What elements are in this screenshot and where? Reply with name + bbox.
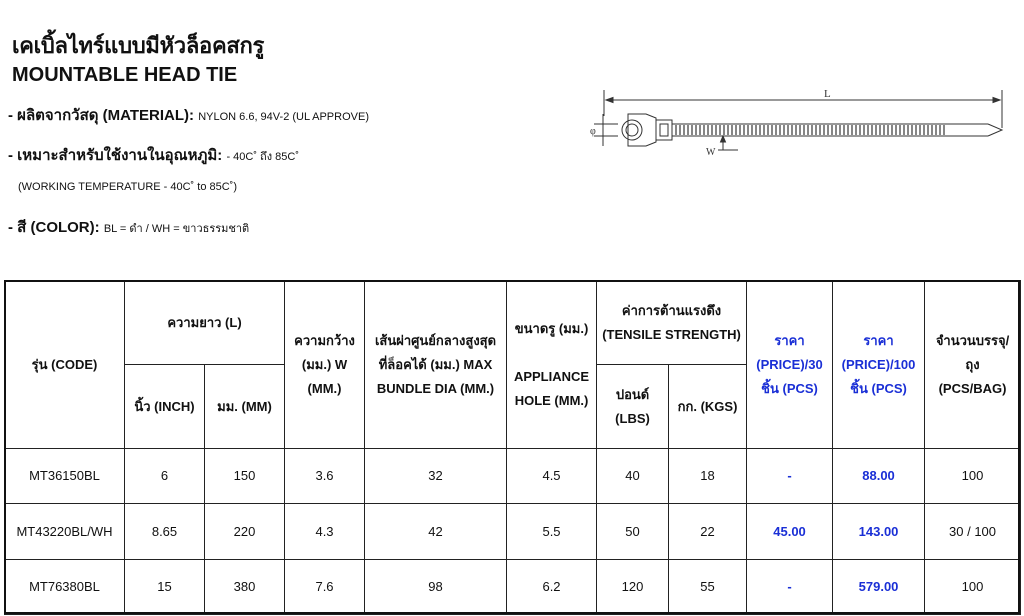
header-tensile-line1: ค่าการต้านแรงดึง bbox=[621, 302, 722, 318]
spec-material-label: - ผลิตจากวัสดุ (MATERIAL): bbox=[8, 107, 195, 124]
header-pack bbox=[925, 281, 1021, 449]
cell-price-30: - bbox=[747, 560, 833, 615]
cell-kgs: 55 bbox=[669, 560, 747, 615]
header-code: รุ่น (CODE) bbox=[5, 281, 125, 449]
header-hole bbox=[507, 281, 597, 449]
cell-price-30: 45.00 bbox=[747, 504, 833, 560]
spec-material bbox=[8, 103, 369, 127]
header-tensile bbox=[597, 281, 747, 365]
cell-code: MT76380BL bbox=[5, 560, 125, 615]
spec-material-value: NYLON 6.6, 94V-2 (UL APPROVE) bbox=[198, 111, 369, 123]
spec-color bbox=[8, 215, 249, 239]
cell-mm: 380 bbox=[205, 560, 285, 615]
cell-pack: 30 / 100 bbox=[925, 504, 1021, 560]
cell-bundle: 98 bbox=[365, 560, 507, 615]
cell-code: MT43220BL/WH bbox=[5, 504, 125, 560]
cell-pack: 100 bbox=[925, 449, 1021, 504]
spec-table bbox=[4, 280, 1021, 615]
header-pack-line1: จำนวนบรรจุ/ bbox=[935, 332, 1010, 348]
cell-code: MT36150BL bbox=[5, 449, 125, 504]
cell-hole: 4.5 bbox=[507, 449, 597, 504]
header-price-100-line1: ราคา bbox=[863, 332, 894, 348]
header-price-30-line3: ชิ้น (PCS) bbox=[761, 380, 818, 396]
cell-inch: 8.65 bbox=[125, 504, 205, 560]
header-lbs-line2: (LBS) bbox=[615, 410, 650, 426]
header-bundle bbox=[365, 281, 507, 449]
cell-width: 7.6 bbox=[285, 560, 365, 615]
cell-kgs: 18 bbox=[669, 449, 747, 504]
cable-tie-diagram bbox=[588, 84, 1018, 164]
page-title-thai: เคเบิ้ลไทร์แบบมีหัวล็อคสกรู bbox=[12, 33, 265, 58]
header-pack-line3: (PCS/BAG) bbox=[938, 380, 1007, 396]
header-hole-line1: ขนาดรู (มม.) bbox=[514, 320, 589, 336]
cell-hole: 5.5 bbox=[507, 504, 597, 560]
cell-inch: 15 bbox=[125, 560, 205, 615]
cell-pack: 100 bbox=[925, 560, 1021, 615]
spec-temperature-value: - 40C˚ ถึง 85C˚ bbox=[226, 151, 299, 163]
cell-price-100: 143.00 bbox=[833, 504, 925, 560]
spec-temperature-note: (WORKING TEMPERATURE - 40C˚ to 85C˚) bbox=[18, 181, 238, 193]
header-bundle-line2: ที่ล็อคได้ (มม.) MAX bbox=[378, 356, 493, 372]
cell-inch: 6 bbox=[125, 449, 205, 504]
page-title-english: MOUNTABLE HEAD TIE bbox=[12, 64, 238, 86]
cell-mm: 150 bbox=[205, 449, 285, 504]
header-lbs bbox=[597, 365, 669, 449]
cell-price-100: 579.00 bbox=[833, 560, 925, 615]
spec-temperature bbox=[8, 143, 299, 167]
header-price-30 bbox=[747, 281, 833, 449]
cell-width: 3.6 bbox=[285, 449, 365, 504]
diagram-label-length: L bbox=[824, 88, 831, 100]
header-price-100 bbox=[833, 281, 925, 449]
diagram-label-hole: φ bbox=[590, 126, 596, 137]
cell-price-100: 88.00 bbox=[833, 449, 925, 504]
header-width-line3: (MM.) bbox=[307, 380, 342, 396]
header-hole-line3: HOLE (MM.) bbox=[514, 392, 589, 408]
table-row bbox=[5, 449, 1021, 504]
spec-color-label: - สี (COLOR): bbox=[8, 219, 100, 236]
header-width-line1: ความกว้าง bbox=[294, 332, 355, 348]
cell-lbs: 40 bbox=[597, 449, 669, 504]
spec-color-value: BL = ดำ / WH = ขาวธรรมชาติ bbox=[103, 223, 250, 235]
cell-lbs: 50 bbox=[597, 504, 669, 560]
header-pack-line2: ถุง bbox=[965, 356, 980, 372]
header-width-line2: (มม.) W bbox=[301, 356, 348, 372]
header-mm: มม. (MM) bbox=[205, 365, 285, 449]
cell-lbs: 120 bbox=[597, 560, 669, 615]
table-header-row-1 bbox=[5, 281, 1021, 365]
header-price-30-line2: (PRICE)/30 bbox=[756, 356, 823, 372]
header-price-30-line1: ราคา bbox=[774, 332, 805, 348]
header-inch: นิ้ว (INCH) bbox=[125, 365, 205, 449]
header-kgs: กก. (KGS) bbox=[669, 365, 747, 449]
cell-bundle: 42 bbox=[365, 504, 507, 560]
header-width bbox=[285, 281, 365, 449]
cell-kgs: 22 bbox=[669, 504, 747, 560]
table-row bbox=[5, 504, 1021, 560]
cell-price-30: - bbox=[747, 449, 833, 504]
header-hole-line2: APPLIANCE bbox=[513, 368, 590, 384]
header-bundle-line3: BUNDLE DIA (MM.) bbox=[376, 380, 495, 396]
header-price-100-line3: ชิ้น (PCS) bbox=[850, 380, 907, 396]
cell-hole: 6.2 bbox=[507, 560, 597, 615]
header-lbs-line1: ปอนด์ bbox=[615, 386, 650, 402]
diagram-label-width: W bbox=[706, 147, 716, 158]
cell-width: 4.3 bbox=[285, 504, 365, 560]
header-length: ความยาว (L) bbox=[125, 281, 285, 365]
cell-bundle: 32 bbox=[365, 449, 507, 504]
header-price-100-line2: (PRICE)/100 bbox=[841, 356, 916, 372]
header-bundle-line1: เส้นผ่าศูนย์กลางสูงสุด bbox=[374, 332, 497, 348]
table-row bbox=[5, 560, 1021, 615]
spec-temperature-label: - เหมาะสำหรับใช้งานในอุณหภูมิ: bbox=[8, 147, 223, 164]
header-tensile-line2: (TENSILE STRENGTH) bbox=[602, 326, 741, 342]
cell-mm: 220 bbox=[205, 504, 285, 560]
